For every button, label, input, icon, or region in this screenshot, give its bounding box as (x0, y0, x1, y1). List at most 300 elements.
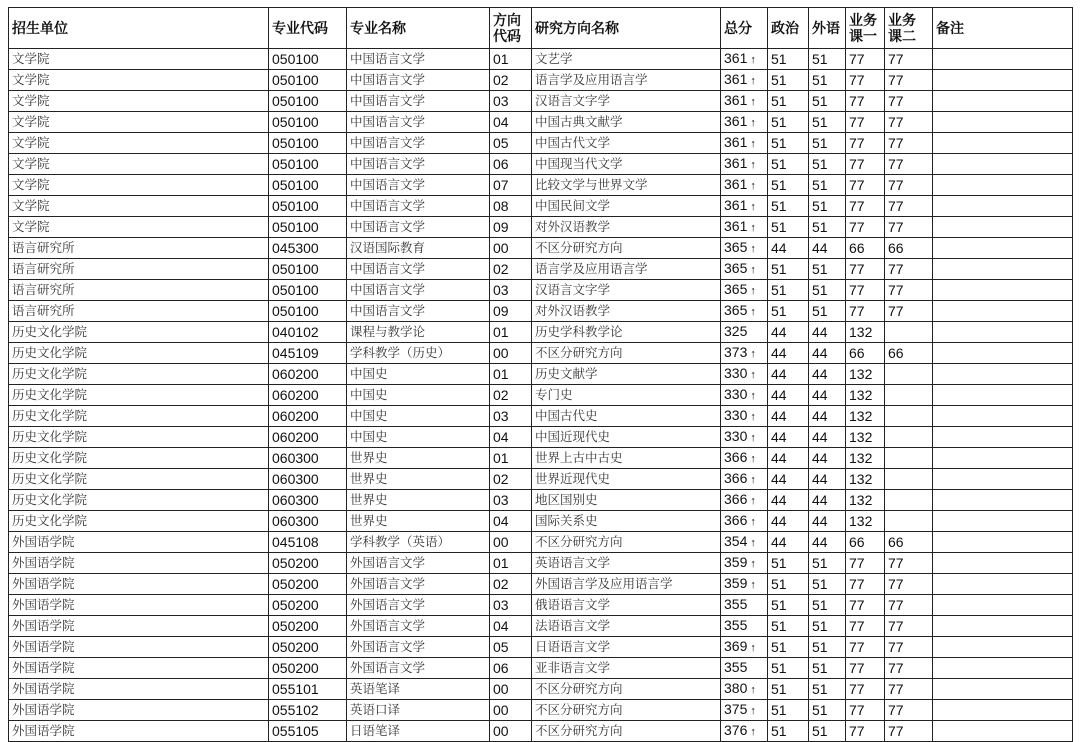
cell-politics: 51 (768, 721, 809, 742)
cell-dir-name: 中国古典文献学 (532, 112, 721, 133)
cell-dir-code: 02 (490, 385, 532, 406)
total-score-value: 369 (724, 638, 748, 654)
cell-major-name: 中国史 (347, 406, 490, 427)
up-arrow-icon: ↑ (750, 558, 756, 570)
up-arrow-icon: ↑ (750, 75, 756, 87)
cell-course1: 77 (846, 175, 885, 196)
table-row (9, 490, 1073, 511)
cell-course2: 66 (885, 532, 933, 553)
cell-dir-code: 05 (490, 133, 532, 154)
cell-major-code: 045109 (269, 343, 347, 364)
cell-remark (933, 343, 1073, 364)
cell-major-name: 中国史 (347, 385, 490, 406)
cell-politics: 44 (768, 427, 809, 448)
cell-remark (933, 322, 1073, 343)
cell-total (721, 406, 768, 427)
cell-dir-name: 汉语言文字学 (532, 91, 721, 112)
cell-dir-name: 不区分研究方向 (532, 721, 721, 742)
cell-foreign: 51 (809, 553, 846, 574)
cell-unit: 文学院 (9, 70, 269, 91)
up-arrow-icon: ↑ (750, 495, 756, 507)
cell-major-name: 日语笔译 (347, 721, 490, 742)
cell-total (721, 322, 768, 343)
cell-remark (933, 280, 1073, 301)
cell-dir-name: 中国现当代文学 (532, 154, 721, 175)
cell-course1: 66 (846, 238, 885, 259)
cell-dir-name: 汉语言文字学 (532, 280, 721, 301)
cell-politics: 44 (768, 343, 809, 364)
cell-remark (933, 532, 1073, 553)
cell-major-code: 050200 (269, 658, 347, 679)
cell-unit: 文学院 (9, 196, 269, 217)
cell-dir-name: 专门史 (532, 385, 721, 406)
total-score-value: 359 (724, 575, 748, 591)
cell-remark (933, 112, 1073, 133)
total-score-value: 366 (724, 449, 748, 465)
up-arrow-icon: ↑ (750, 453, 756, 465)
table-row (9, 385, 1073, 406)
cell-dir-name: 中国近现代史 (532, 427, 721, 448)
cell-major-code: 050100 (269, 49, 347, 70)
total-score-value: 361 (724, 155, 748, 171)
table-row (9, 721, 1073, 742)
cell-course2: 77 (885, 280, 933, 301)
cell-dir-code: 03 (490, 91, 532, 112)
cell-politics: 51 (768, 301, 809, 322)
cell-dir-name: 俄语语言文学 (532, 595, 721, 616)
cell-course1: 132 (846, 364, 885, 385)
cell-major-code: 050100 (269, 280, 347, 301)
cell-course1: 132 (846, 385, 885, 406)
cell-course1: 77 (846, 112, 885, 133)
up-arrow-icon: ↑ (750, 306, 756, 318)
up-arrow-icon: ↑ (750, 705, 756, 717)
cell-remark (933, 469, 1073, 490)
cell-major-name: 英语口译 (347, 700, 490, 721)
cell-major-name: 中国语言文学 (347, 217, 490, 238)
table-row (9, 196, 1073, 217)
cell-course2: 77 (885, 133, 933, 154)
cell-total (721, 574, 768, 595)
table-row (9, 238, 1073, 259)
table-row (9, 112, 1073, 133)
cell-total (721, 91, 768, 112)
cell-politics: 51 (768, 154, 809, 175)
total-score-value: 376 (724, 722, 748, 738)
cell-total (721, 553, 768, 574)
table-row (9, 469, 1073, 490)
cell-course2: 77 (885, 112, 933, 133)
cell-dir-name: 英语语言文学 (532, 553, 721, 574)
table-row (9, 700, 1073, 721)
cell-course2: 77 (885, 196, 933, 217)
table-row (9, 175, 1073, 196)
cell-foreign: 51 (809, 91, 846, 112)
cell-dir-name: 中国民间文学 (532, 196, 721, 217)
cell-remark (933, 301, 1073, 322)
cell-foreign: 44 (809, 238, 846, 259)
cell-unit: 历史文化学院 (9, 385, 269, 406)
cell-dir-code: 01 (490, 364, 532, 385)
column-header-course1: 业务课一 (846, 8, 885, 49)
cell-dir-code: 03 (490, 595, 532, 616)
cell-foreign: 44 (809, 511, 846, 532)
cell-remark (933, 70, 1073, 91)
column-header-total: 总分 (721, 8, 768, 49)
cell-foreign: 51 (809, 574, 846, 595)
cell-dir-code: 09 (490, 301, 532, 322)
cell-major-name: 外国语言文学 (347, 553, 490, 574)
cell-unit: 语言研究所 (9, 280, 269, 301)
cell-remark (933, 154, 1073, 175)
cell-dir-name: 中国古代史 (532, 406, 721, 427)
cell-foreign: 51 (809, 595, 846, 616)
up-arrow-icon: ↑ (750, 348, 756, 360)
cell-course2 (885, 427, 933, 448)
table-body (9, 49, 1073, 742)
cell-foreign: 51 (809, 658, 846, 679)
cell-foreign: 44 (809, 532, 846, 553)
total-score-value: 361 (724, 71, 748, 87)
cell-unit: 文学院 (9, 175, 269, 196)
table-row (9, 532, 1073, 553)
table-row (9, 280, 1073, 301)
cell-dir-name: 世界上古中古史 (532, 448, 721, 469)
cell-major-name: 中国语言文学 (347, 133, 490, 154)
cell-major-name: 外国语言文学 (347, 616, 490, 637)
cell-dir-code: 02 (490, 70, 532, 91)
cell-course2: 77 (885, 91, 933, 112)
table-row (9, 616, 1073, 637)
cell-course1: 77 (846, 217, 885, 238)
cell-remark (933, 364, 1073, 385)
cell-foreign: 44 (809, 448, 846, 469)
cell-major-code: 060300 (269, 511, 347, 532)
cell-politics: 51 (768, 280, 809, 301)
cell-unit: 外国语学院 (9, 679, 269, 700)
total-score-value: 361 (724, 176, 748, 192)
cell-total (721, 154, 768, 175)
cell-dir-name: 不区分研究方向 (532, 238, 721, 259)
cell-course1: 77 (846, 49, 885, 70)
cell-politics: 44 (768, 322, 809, 343)
cell-course2: 77 (885, 154, 933, 175)
total-score-value: 354 (724, 533, 748, 549)
table-row (9, 343, 1073, 364)
total-score-value: 373 (724, 344, 748, 360)
total-score-value: 361 (724, 197, 748, 213)
cell-course2 (885, 469, 933, 490)
cell-course1: 77 (846, 658, 885, 679)
cell-course1: 66 (846, 343, 885, 364)
cell-major-code: 050100 (269, 175, 347, 196)
cell-course2: 77 (885, 574, 933, 595)
up-arrow-icon: ↑ (750, 684, 756, 696)
cell-politics: 51 (768, 217, 809, 238)
cell-politics: 44 (768, 511, 809, 532)
cell-remark (933, 217, 1073, 238)
cell-foreign: 51 (809, 637, 846, 658)
cell-dir-code: 07 (490, 175, 532, 196)
cell-course2 (885, 511, 933, 532)
cell-dir-name: 比较文学与世界文学 (532, 175, 721, 196)
cell-unit: 历史文化学院 (9, 427, 269, 448)
cell-course2: 77 (885, 721, 933, 742)
cell-total (721, 532, 768, 553)
cell-major-name: 世界史 (347, 511, 490, 532)
total-score-value: 365 (724, 260, 748, 276)
cell-foreign: 51 (809, 616, 846, 637)
total-score-value: 366 (724, 512, 748, 528)
cell-politics: 44 (768, 406, 809, 427)
cell-remark (933, 49, 1073, 70)
cell-remark (933, 490, 1073, 511)
cell-remark (933, 595, 1073, 616)
cell-dir-code: 02 (490, 574, 532, 595)
cell-dir-name: 不区分研究方向 (532, 343, 721, 364)
cell-unit: 语言研究所 (9, 259, 269, 280)
cell-remark (933, 511, 1073, 532)
up-arrow-icon: ↑ (750, 369, 756, 381)
cell-remark (933, 238, 1073, 259)
cell-course1: 77 (846, 91, 885, 112)
cell-major-code: 050200 (269, 595, 347, 616)
cell-remark (933, 427, 1073, 448)
total-score-value: 361 (724, 92, 748, 108)
cell-remark (933, 385, 1073, 406)
total-score-value: 355 (724, 596, 748, 612)
cell-major-name: 世界史 (347, 490, 490, 511)
table-row (9, 574, 1073, 595)
table-row (9, 70, 1073, 91)
cell-course2 (885, 448, 933, 469)
cell-unit: 文学院 (9, 112, 269, 133)
total-score-value: 365 (724, 302, 748, 318)
cell-course2: 77 (885, 553, 933, 574)
cell-major-code: 060300 (269, 490, 347, 511)
cell-dir-name: 中国古代文学 (532, 133, 721, 154)
cell-major-name: 中国语言文学 (347, 196, 490, 217)
cell-politics: 51 (768, 679, 809, 700)
cell-course1: 77 (846, 259, 885, 280)
cell-major-code: 045108 (269, 532, 347, 553)
cell-total (721, 658, 768, 679)
up-arrow-icon: ↑ (750, 516, 756, 528)
cell-course1: 132 (846, 469, 885, 490)
cell-politics: 51 (768, 175, 809, 196)
cell-major-name: 英语笔译 (347, 679, 490, 700)
cell-course1: 77 (846, 595, 885, 616)
cell-major-name: 中国语言文学 (347, 70, 490, 91)
cell-major-code: 050200 (269, 637, 347, 658)
cell-major-name: 中国语言文学 (347, 175, 490, 196)
cell-politics: 44 (768, 364, 809, 385)
cell-course2: 77 (885, 658, 933, 679)
cell-major-name: 中国史 (347, 427, 490, 448)
cell-dir-name: 外国语言学及应用语言学 (532, 574, 721, 595)
table-row (9, 448, 1073, 469)
cell-major-name: 中国语言文学 (347, 259, 490, 280)
up-arrow-icon: ↑ (750, 726, 756, 738)
cell-dir-code: 01 (490, 553, 532, 574)
cell-unit: 历史文化学院 (9, 448, 269, 469)
up-arrow-icon: ↑ (750, 201, 756, 213)
cell-course2: 77 (885, 259, 933, 280)
cell-dir-code: 00 (490, 721, 532, 742)
cell-total (721, 196, 768, 217)
cell-foreign: 51 (809, 112, 846, 133)
cell-course1: 77 (846, 616, 885, 637)
cell-major-name: 中国语言文学 (347, 91, 490, 112)
cell-total (721, 364, 768, 385)
cell-foreign: 51 (809, 217, 846, 238)
cell-course1: 132 (846, 511, 885, 532)
cell-course2: 66 (885, 343, 933, 364)
cell-total (721, 427, 768, 448)
cell-dir-name: 历史文献学 (532, 364, 721, 385)
cell-course1: 132 (846, 322, 885, 343)
total-score-value: 330 (724, 428, 748, 444)
cell-total (721, 616, 768, 637)
total-score-value: 355 (724, 617, 748, 633)
cell-dir-name: 亚非语言文学 (532, 658, 721, 679)
up-arrow-icon: ↑ (750, 180, 756, 192)
cell-total (721, 490, 768, 511)
table-row (9, 553, 1073, 574)
cell-politics: 44 (768, 532, 809, 553)
cell-politics: 51 (768, 91, 809, 112)
cell-course2 (885, 364, 933, 385)
table-row (9, 427, 1073, 448)
cell-total (721, 112, 768, 133)
cell-politics: 44 (768, 469, 809, 490)
up-arrow-icon: ↑ (750, 579, 756, 591)
cell-major-name: 汉语国际教育 (347, 238, 490, 259)
cell-major-name: 中国语言文学 (347, 301, 490, 322)
cell-major-name: 外国语言文学 (347, 637, 490, 658)
cell-remark (933, 91, 1073, 112)
cell-course2: 66 (885, 238, 933, 259)
cell-dir-name: 地区国别史 (532, 490, 721, 511)
cell-course1: 77 (846, 574, 885, 595)
cell-unit: 外国语学院 (9, 574, 269, 595)
cell-remark (933, 175, 1073, 196)
cell-politics: 51 (768, 196, 809, 217)
cell-politics: 51 (768, 553, 809, 574)
cell-dir-code: 05 (490, 637, 532, 658)
total-score-value: 361 (724, 113, 748, 129)
cell-total (721, 721, 768, 742)
cell-unit: 外国语学院 (9, 658, 269, 679)
cell-major-code: 050100 (269, 91, 347, 112)
cell-dir-name: 国际关系史 (532, 511, 721, 532)
cell-remark (933, 553, 1073, 574)
up-arrow-icon: ↑ (750, 285, 756, 297)
table-row (9, 595, 1073, 616)
cell-course1: 77 (846, 70, 885, 91)
cell-course2: 77 (885, 217, 933, 238)
cell-total (721, 259, 768, 280)
cell-dir-code: 06 (490, 154, 532, 175)
cell-politics: 44 (768, 490, 809, 511)
cell-unit: 文学院 (9, 133, 269, 154)
cell-dir-name: 不区分研究方向 (532, 532, 721, 553)
cell-unit: 外国语学院 (9, 700, 269, 721)
cell-politics: 51 (768, 49, 809, 70)
cell-total (721, 637, 768, 658)
cell-major-code: 050200 (269, 553, 347, 574)
cell-major-name: 世界史 (347, 448, 490, 469)
table-row (9, 91, 1073, 112)
cell-course2: 77 (885, 616, 933, 637)
cell-major-code: 050100 (269, 301, 347, 322)
cell-politics: 51 (768, 112, 809, 133)
cell-dir-code: 03 (490, 280, 532, 301)
cell-course2: 77 (885, 679, 933, 700)
cell-total (721, 280, 768, 301)
cell-dir-name: 日语语言文学 (532, 637, 721, 658)
cell-unit: 语言研究所 (9, 301, 269, 322)
cell-course2 (885, 322, 933, 343)
cell-dir-code: 00 (490, 532, 532, 553)
cell-dir-name: 对外汉语教学 (532, 301, 721, 322)
cell-unit: 外国语学院 (9, 553, 269, 574)
cell-unit: 文学院 (9, 49, 269, 70)
column-header-unit: 招生单位 (9, 8, 269, 49)
cell-total (721, 133, 768, 154)
cell-foreign: 51 (809, 175, 846, 196)
cell-course1: 77 (846, 280, 885, 301)
cell-course2: 77 (885, 49, 933, 70)
cell-foreign: 51 (809, 154, 846, 175)
cell-dir-code: 01 (490, 448, 532, 469)
cell-course1: 77 (846, 679, 885, 700)
cell-major-name: 世界史 (347, 469, 490, 490)
total-score-value: 361 (724, 134, 748, 150)
table-row (9, 406, 1073, 427)
cell-major-code: 060200 (269, 406, 347, 427)
cell-course2: 77 (885, 700, 933, 721)
cell-dir-code: 04 (490, 511, 532, 532)
cell-foreign: 44 (809, 490, 846, 511)
cell-unit: 文学院 (9, 154, 269, 175)
cell-foreign: 51 (809, 721, 846, 742)
cell-course1: 77 (846, 154, 885, 175)
cell-major-code: 050100 (269, 112, 347, 133)
cell-dir-name: 语言学及应用语言学 (532, 70, 721, 91)
cell-foreign: 44 (809, 469, 846, 490)
table-row (9, 259, 1073, 280)
cell-foreign: 51 (809, 301, 846, 322)
cell-course1: 132 (846, 427, 885, 448)
cell-course1: 77 (846, 721, 885, 742)
total-score-value: 375 (724, 701, 748, 717)
cell-remark (933, 700, 1073, 721)
cell-dir-code: 03 (490, 406, 532, 427)
cell-foreign: 44 (809, 427, 846, 448)
cell-total (721, 511, 768, 532)
up-arrow-icon: ↑ (750, 243, 756, 255)
cell-unit: 历史文化学院 (9, 322, 269, 343)
cell-foreign: 51 (809, 49, 846, 70)
total-score-value: 355 (724, 659, 748, 675)
cell-dir-name: 法语语言文学 (532, 616, 721, 637)
cell-unit: 历史文化学院 (9, 511, 269, 532)
cell-major-code: 060300 (269, 469, 347, 490)
cell-dir-name: 世界近现代史 (532, 469, 721, 490)
cell-unit: 外国语学院 (9, 637, 269, 658)
cell-foreign: 51 (809, 280, 846, 301)
